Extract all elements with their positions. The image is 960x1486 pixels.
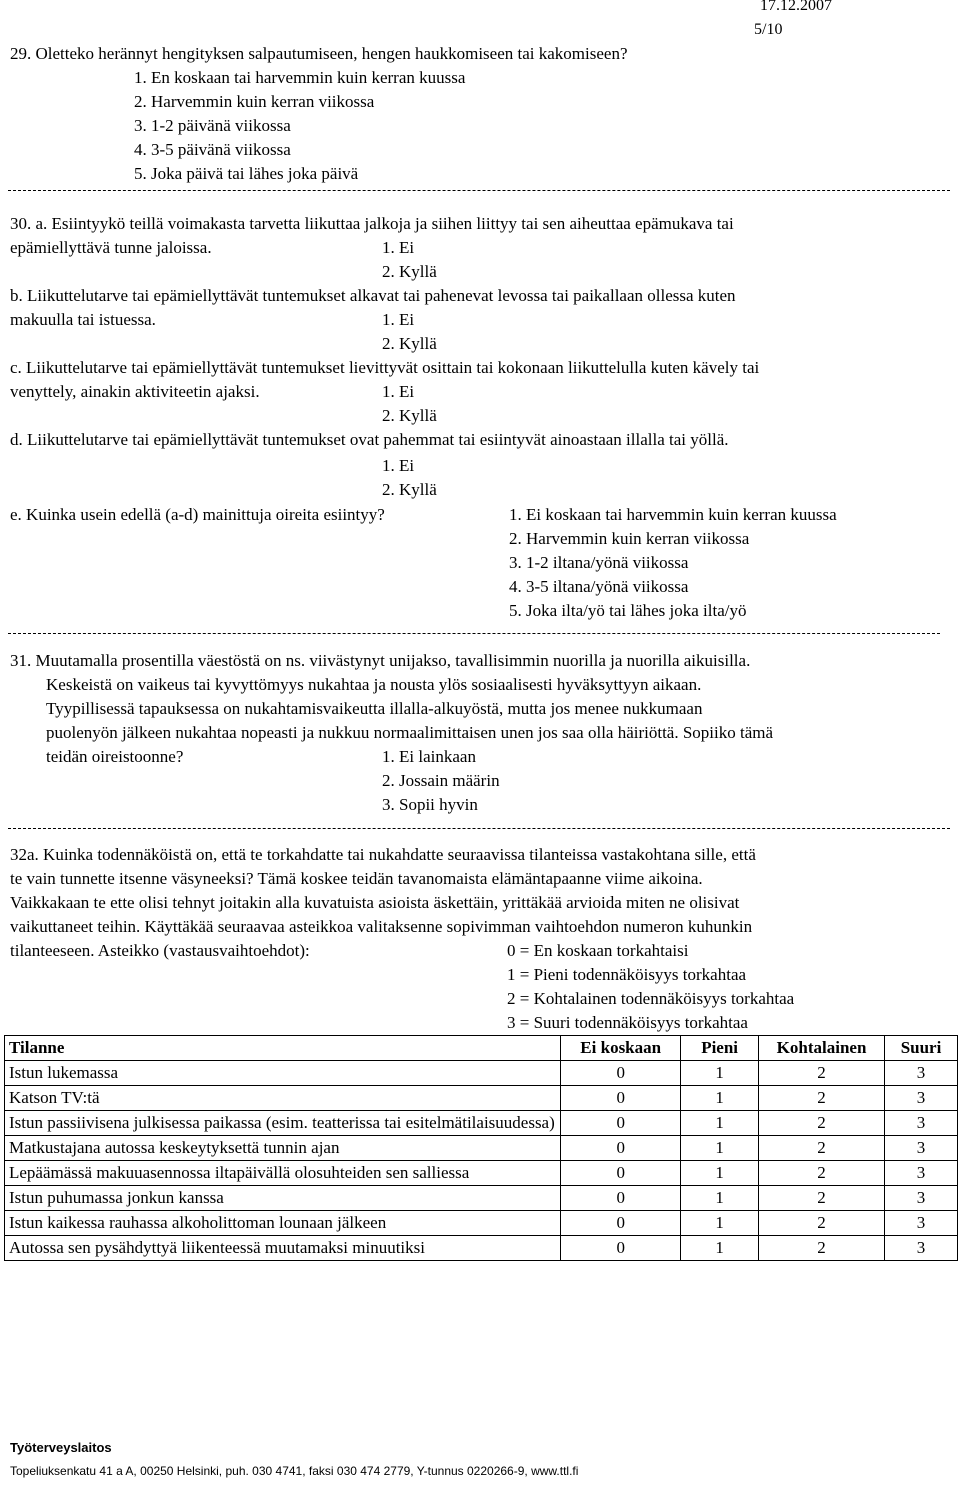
score-cell: 0: [561, 1161, 681, 1186]
score-cell: 0: [561, 1086, 681, 1111]
q30c-option-ei: 1. Ei: [382, 382, 415, 401]
q30a-option-kylla: 2. Kyllä: [382, 262, 437, 281]
table-header-row: [5, 1036, 958, 1061]
score-cell: 0: [561, 1236, 681, 1261]
section-divider: [8, 190, 950, 191]
q31-text: puolenyön jälkeen nukahtaa nopeasti ja nukkuu normaalimittaisen unen jos saa olla häiriöttä. Sopiiko tämä: [46, 723, 774, 742]
header-ei-koskaan: Ei koskaan: [561, 1036, 681, 1061]
q29-option: 4. 3-5 päivänä viikossa: [134, 140, 291, 159]
q30a-option-ei: 1. Ei: [382, 238, 415, 257]
q30c-option-kylla: 2. Kyllä: [382, 406, 437, 425]
score-cell: 3: [885, 1211, 958, 1236]
q32-scale-item: 0 = En koskaan torkahtaisi: [507, 941, 689, 960]
q31-option: 3. Sopii hyvin: [382, 795, 478, 814]
q29-option: 5. Joka päivä tai lähes joka päivä: [134, 164, 359, 183]
q30e-text: e. Kuinka usein edellä (a-d) mainittuja oireita esiintyy?: [10, 505, 385, 524]
q31-text: Keskeistä on vaikeus tai kyvyttömyys nukahtaa ja nousta ylös sosiaalisesti hyväksyttyyn aikaan.: [46, 675, 702, 694]
q32-text: tilanteeseen. Asteikko (vastausvaihtoehdot):: [10, 941, 310, 960]
q30b-text: b. Liikuttelutarve tai epämiellyttävät tuntemukset alkavat tai pahenevat levossa tai paikallaan ollessa kuten: [10, 286, 736, 305]
score-cell: 0: [561, 1186, 681, 1211]
header-pieni: Pieni: [681, 1036, 759, 1061]
situation-cell: Istun puhumassa jonkun kanssa: [5, 1186, 561, 1211]
score-cell: 3: [885, 1086, 958, 1111]
score-cell: 1: [681, 1186, 759, 1211]
q32-text: vaikuttaneet teihin. Käyttäkää seuraavaa asteikkoa valitaksenne sopivimman vaihtoehdon numeron kuhunkin: [10, 917, 753, 936]
score-cell: 3: [885, 1186, 958, 1211]
table-row: [5, 1186, 958, 1211]
q32-scale-item: 1 = Pieni todennäköisyys torkahtaa: [507, 965, 747, 984]
situation-cell: Katson TV:tä: [5, 1086, 561, 1111]
situation-cell: Autossa sen pysähdyttyä liikenteessä muutamaksi minuutiksi: [5, 1236, 561, 1261]
situation-cell: Istun passiivisena julkisessa paikassa (esim. teatterissa tai esitelmätilaisuudessa): [5, 1111, 561, 1136]
q32-scale-item: 3 = Suuri todennäköisyys torkahtaa: [507, 1013, 748, 1032]
q30b-text-cont: makuulla tai istuessa.: [10, 310, 156, 329]
q30b-option-kylla: 2. Kyllä: [382, 334, 437, 353]
score-cell: 1: [681, 1136, 759, 1161]
q30b-option-ei: 1. Ei: [382, 310, 415, 329]
score-cell: 2: [759, 1186, 885, 1211]
situation-cell: Matkustajana autossa keskeytyksettä tunnin ajan: [5, 1136, 561, 1161]
score-cell: 0: [561, 1136, 681, 1161]
q31-text: 31. Muutamalla prosentilla väestöstä on ns. viivästynyt unijakso, tavallisimmin nuorilla ja nuorilla aikuisilla.: [10, 651, 751, 670]
table-row: [5, 1111, 958, 1136]
score-cell: 1: [681, 1111, 759, 1136]
q30e-option: 2. Harvemmin kuin kerran viikossa: [509, 529, 750, 548]
score-cell: 3: [885, 1061, 958, 1086]
q29-option: 1. En koskaan tai harvemmin kuin kerran kuussa: [134, 68, 466, 87]
score-cell: 1: [681, 1211, 759, 1236]
q30d-option-ei: 1. Ei: [382, 456, 415, 475]
q30e-option: 4. 3-5 iltana/yönä viikossa: [509, 577, 689, 596]
section-divider: [8, 828, 950, 829]
footer-organization: Työterveyslaitos: [10, 1440, 112, 1455]
header-suuri: Suuri: [885, 1036, 958, 1061]
q30e-option: 1. Ei koskaan tai harvemmin kuin kerran kuussa: [509, 505, 837, 524]
table-row: [5, 1161, 958, 1186]
header-tilanne: Tilanne: [5, 1036, 561, 1061]
score-cell: 1: [681, 1236, 759, 1261]
score-cell: 2: [759, 1236, 885, 1261]
table-row: [5, 1236, 958, 1261]
score-cell: 2: [759, 1086, 885, 1111]
q31-text: Tyypillisessä tapauksessa on nukahtamisvaikeutta illalla-alkuyöstä, mutta jos menee nukkumaan: [46, 699, 703, 718]
q29-option: 2. Harvemmin kuin kerran viikossa: [134, 92, 375, 111]
situation-cell: Istun kaikessa rauhassa alkoholittoman lounaan jälkeen: [5, 1211, 561, 1236]
q32-text: te vain tunnette itsenne väsyneeksi? Tämä koskee teidän tavanomaista elämäntapaanne viime aikoina.: [10, 869, 703, 888]
section-divider: [8, 633, 940, 634]
situation-cell: Istun lukemassa: [5, 1061, 561, 1086]
q30e-option: 5. Joka ilta/yö tai lähes joka ilta/yö: [509, 601, 747, 620]
q30d-text: d. Liikuttelutarve tai epämiellyttävät tuntemukset ovat pahemmat tai esiintyvät ainoastaan illalla tai yöllä.: [10, 430, 729, 449]
score-cell: 1: [681, 1086, 759, 1111]
q30e-option: 3. 1-2 iltana/yönä viikossa: [509, 553, 689, 572]
score-cell: 2: [759, 1161, 885, 1186]
score-cell: 2: [759, 1061, 885, 1086]
q30a-text: 30. a. Esiintyykö teillä voimakasta tarvetta liikuttaa jalkoja ja siihen liittyy tai sen aiheuttaa epämukava tai: [10, 214, 734, 233]
score-cell: 2: [759, 1111, 885, 1136]
q30d-option-kylla: 2. Kyllä: [382, 480, 437, 499]
situation-cell: Lepäämässä makuuasennossa iltapäivällä olosuhteiden sen salliessa: [5, 1161, 561, 1186]
score-cell: 3: [885, 1161, 958, 1186]
score-cell: 2: [759, 1211, 885, 1236]
q30c-text: c. Liikuttelutarve tai epämiellyttävät tuntemukset lievittyvät osittain tai kokonaan liikuttelulla kuten kävely tai: [10, 358, 760, 377]
q32-text: Vaikkakaan te ette olisi tehnyt joitakin alla kuvatuista asioista äskettäin, yrittäkää arvioida miten ne olisivat: [10, 893, 740, 912]
q31-option: 1. Ei lainkaan: [382, 747, 476, 766]
q31-text: teidän oireistoonne?: [46, 747, 184, 766]
sleepiness-table: [4, 1035, 958, 1261]
q29-question: 29. Oletteko herännyt hengityksen salpautumiseen, hengen haukkomiseen tai kakomiseen?: [10, 44, 628, 63]
score-cell: 3: [885, 1111, 958, 1136]
score-cell: 2: [759, 1136, 885, 1161]
score-cell: 0: [561, 1061, 681, 1086]
footer-address: Topeliuksenkatu 41 a A, 00250 Helsinki, puh. 030 4741, faksi 030 474 2779, Y-tunnus 0220266-9, www.ttl.fi: [10, 1464, 579, 1478]
q32-text: 32a. Kuinka todennäköistä on, että te torkahdatte tai nukahdatte seuraavissa tilanteissa vastakohtana sille, että: [10, 845, 756, 864]
score-cell: 0: [561, 1111, 681, 1136]
score-cell: 1: [681, 1061, 759, 1086]
q29-option: 3. 1-2 päivänä viikossa: [134, 116, 291, 135]
table-row: [5, 1211, 958, 1236]
score-cell: 1: [681, 1161, 759, 1186]
q30c-text-cont: venyttely, ainakin aktiviteetin ajaksi.: [10, 382, 260, 401]
score-cell: 0: [561, 1211, 681, 1236]
q30a-text-cont: epämiellyttävä tunne jaloissa.: [10, 238, 212, 257]
header-kohtalainen: Kohtalainen: [759, 1036, 885, 1061]
q31-option: 2. Jossain määrin: [382, 771, 500, 790]
document-date: 17.12.2007: [760, 0, 832, 14]
score-cell: 3: [885, 1136, 958, 1161]
table-row: [5, 1136, 958, 1161]
table-row: [5, 1061, 958, 1086]
page-number: 5/10: [754, 21, 783, 38]
table-row: [5, 1086, 958, 1111]
q32-scale-item: 2 = Kohtalainen todennäköisyys torkahtaa: [507, 989, 795, 1008]
score-cell: 3: [885, 1236, 958, 1261]
